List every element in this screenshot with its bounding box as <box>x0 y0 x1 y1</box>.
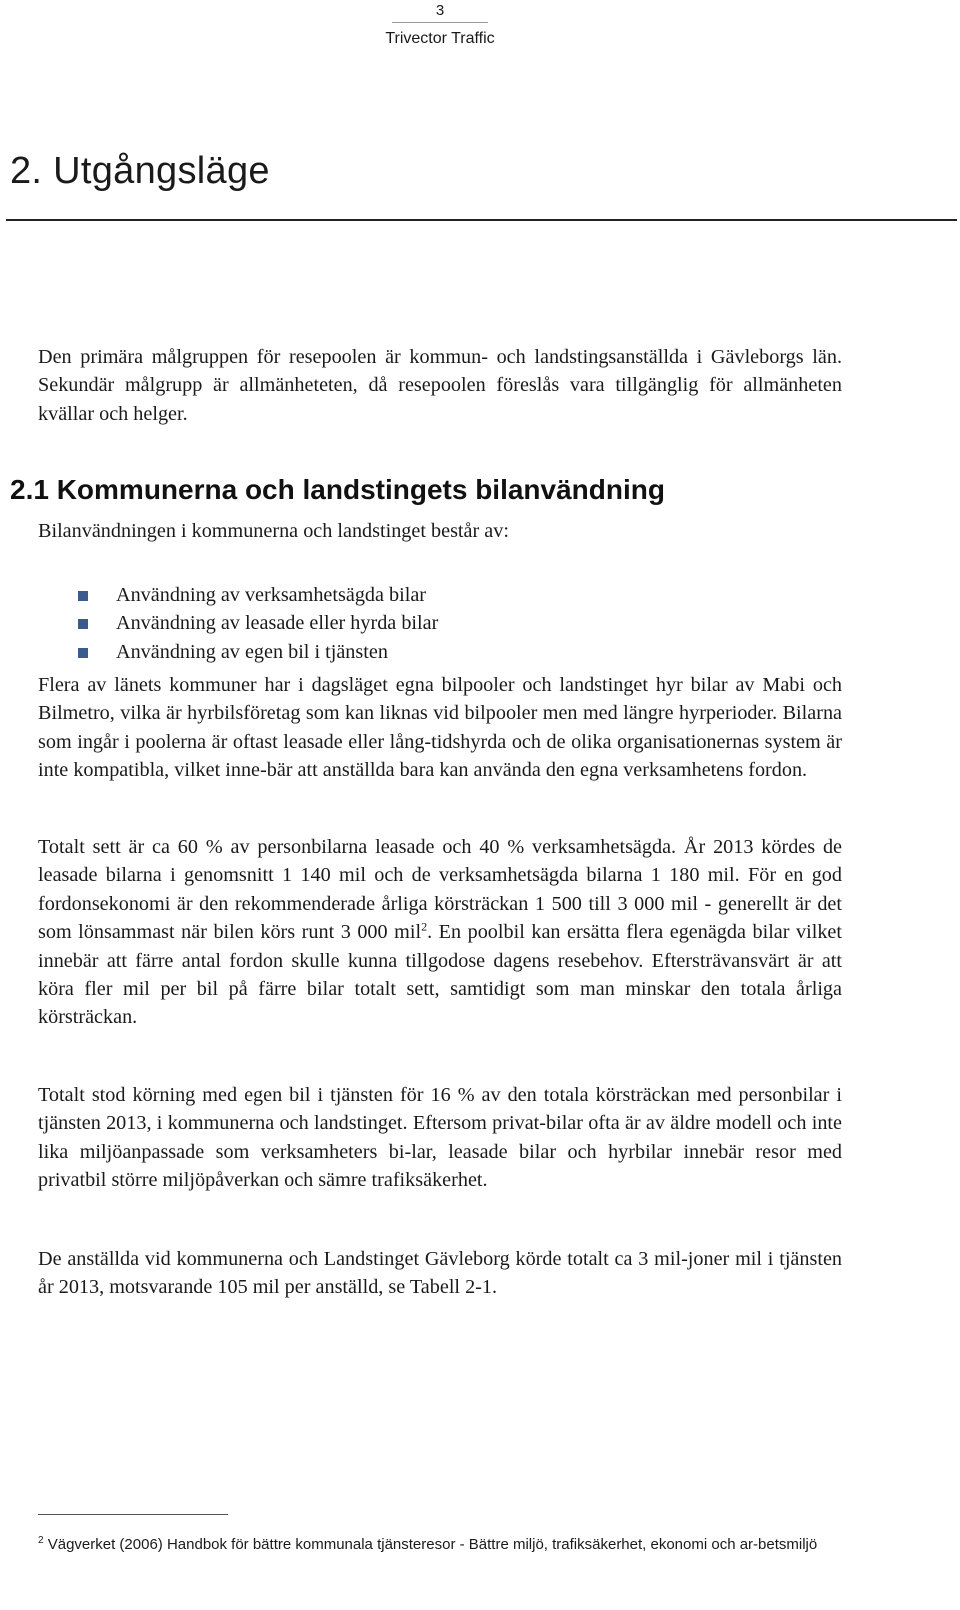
square-bullet-icon <box>78 648 88 658</box>
paragraph-leasing-part-1: Totalt sett är ca 60 % av personbilarna leasade och 40 % verksamhetsägda. År 2013 kördes de leasade bilarna i genomsnitt 1 140 mil och de verksamhetsägda bilarna 1 180 mil. För en god fordonsekonomi är den rekommenderade årliga körsträckan 1 500 till 3 000 mil - generellt är det som lönsammast när bilen körs runt 3 000 mil <box>38 836 842 944</box>
chapter-divider <box>6 219 957 221</box>
list-item-label: Användning av egen bil i tjänsten <box>116 640 388 663</box>
section-lead: Bilanvändningen i kommunerna och landstinget består av: <box>38 520 509 542</box>
list-item <box>78 609 438 637</box>
paragraph-bilpooler: Flera av länets kommuner har i dagsläget egna bilpooler och landstinget hyr bilar av Mabi och Bilmetro, vilka är hyrbilsföretag som kan liknas vid bilpooler men med längre hyrperioder. Bilarna som ingår i poolerna är oftast leasade eller lång-tidshyrda och de olika organisationernas system är inte kompatibla, vilket inne-bär att anställda bara kan använda den egna verksamhetens fordon. <box>38 674 842 782</box>
list-item <box>78 581 438 609</box>
chapter-title: 2. Utgångsläge <box>10 150 270 192</box>
list-item <box>78 638 438 666</box>
header-divider <box>392 22 488 23</box>
paragraph-leasing-part-2: . En poolbil kan ersätta flera egenägda bilar vilket innebär att färre antal fordon skulle kunna tillgodose dagens resebehov. Eftersträvansvärt är att köra fler mil per bil på färre bilar totalt sett, samtidigt som man minskar den totala årliga körsträckan. <box>38 921 842 1029</box>
list-item-label: Användning av leasade eller hyrda bilar <box>116 612 439 635</box>
footnote-divider <box>38 1514 228 1515</box>
page-number: 3 <box>435 2 445 19</box>
paragraph-egen-bil: Totalt stod körning med egen bil i tjänsten för 16 % av den totala körsträckan med personbilar i tjänsten 2013, i kommunerna och landstinget. Eftersom privat-bilar ofta är av äldre modell och inte lika miljöanpassade som verksamheters bi-lar, leasade bilar och hyrbilar innebär resor med privatbil större miljöpåverkan och sämre trafiksäkerhet. <box>38 1084 842 1192</box>
list-item-label: Användning av verksamhetsägda bilar <box>116 584 427 606</box>
footnote-text: Vägverket (2006) Handbok för bättre kommunala tjänsteresor - Bättre miljö, trafiksäkerhet, ekonomi och ar-betsmiljö <box>43 1536 818 1553</box>
intro-paragraph: Den primära målgruppen för resepoolen är kommun- och landstingsanställda i Gävleborgs län. Sekundär målgrupp är allmänheteten, då resepoolen föreslås vara tillgänglig för allmänheten kvällar och helger. <box>38 346 842 425</box>
footnote-reference: 2 <box>421 919 428 934</box>
paragraph-leasing <box>38 833 842 1032</box>
section-title: 2.1 Kommunerna och landstingets bilanvändning <box>10 474 665 505</box>
page-header <box>340 0 540 49</box>
square-bullet-icon <box>78 591 88 601</box>
paragraph-totalt: De anställda vid kommunerna och Landstinget Gävleborg körde totalt ca 3 mil-joner mil i tjänsten år 2013, motsvarande 105 mil per anställd, se Tabell 2-1. <box>38 1248 842 1299</box>
footnote <box>38 1534 818 1555</box>
footnote-number: 2 <box>38 1535 44 1546</box>
square-bullet-icon <box>78 619 88 629</box>
bullet-list <box>78 581 438 666</box>
company-name: Trivector Traffic <box>385 30 495 47</box>
